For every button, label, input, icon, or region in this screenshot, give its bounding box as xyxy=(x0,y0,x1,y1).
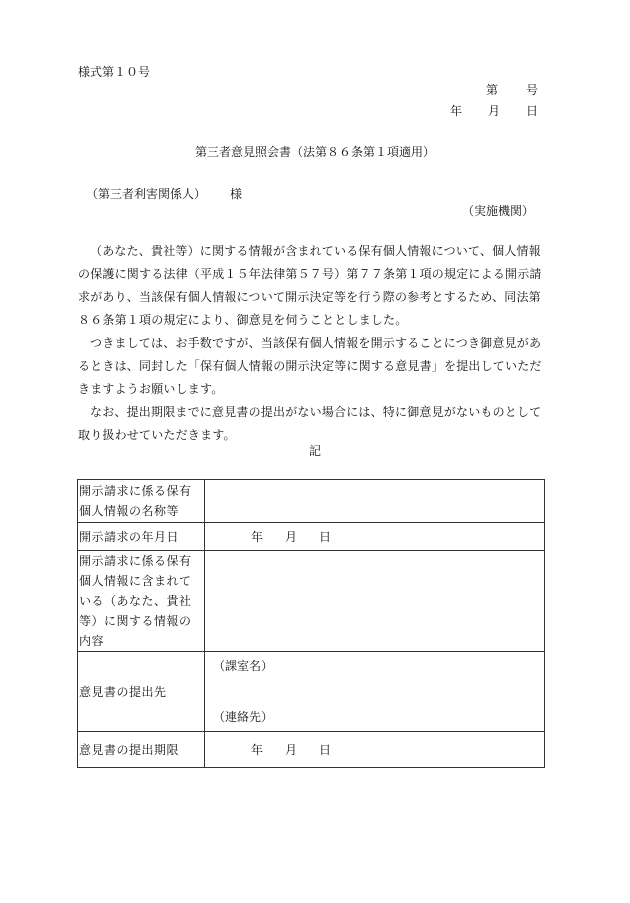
request-date-value[interactable] xyxy=(205,523,545,551)
body-paragraph-3: なお、提出期限までに意見書の提出がない場合には、特に御意見がないものとして取り扱わせていただきます。 xyxy=(78,405,542,442)
body-paragraph-1: （あなた、貴社等）に関する情報が含まれている保有個人情報について、個人情報の保護に関する法律（平成１５年法律第５７号）第７７条第１項の規定による開示請求があり、当該保有個人情報について開示決定等を行う際の参考とするため、同法第８６条第１項の規定により、御意見を伺うこととしました。 xyxy=(78,244,542,327)
request-date-label: 開示請求の年月日 xyxy=(78,523,205,551)
body-text xyxy=(78,240,550,447)
number-suffix: 号 xyxy=(525,83,538,97)
request-date-day: 日 xyxy=(319,529,332,544)
form-number: 様式第１０号 xyxy=(78,65,151,79)
submission-destination-label: 意見書の提出先 xyxy=(78,652,205,732)
issue-date xyxy=(450,103,538,119)
table-row xyxy=(78,551,545,652)
recipient-name: （第三者利害関係人） xyxy=(86,187,207,201)
implementing-agency: （実施機関） xyxy=(461,204,534,218)
info-content-value[interactable] xyxy=(205,551,545,652)
request-info-name-label: 開示請求に係る保有個人情報の名称等 xyxy=(78,480,205,523)
request-date-month: 月 xyxy=(285,529,298,544)
deadline-year: 年 xyxy=(251,742,264,757)
request-info-name-value[interactable] xyxy=(205,480,545,523)
table-row xyxy=(78,732,545,768)
submission-destination-value[interactable] xyxy=(205,652,545,732)
document-title: 第三者意見照会書（法第８６条第１項適用） xyxy=(194,145,435,159)
table-row xyxy=(78,523,545,551)
document-number xyxy=(486,82,538,98)
request-date-year: 年 xyxy=(251,529,264,544)
deadline-day: 日 xyxy=(319,742,332,757)
table-row xyxy=(78,652,545,732)
submission-deadline-label: 意見書の提出期限 xyxy=(78,732,205,768)
deadline-month: 月 xyxy=(285,742,298,757)
table-row xyxy=(78,480,545,523)
contact-label: （連絡先） xyxy=(213,710,274,724)
ki-heading: 記 xyxy=(308,444,321,458)
department-name-label: （課室名） xyxy=(213,659,274,673)
issue-year: 年 xyxy=(449,104,462,118)
recipient-honorific: 様 xyxy=(230,187,243,201)
recipient xyxy=(86,186,242,202)
details-table xyxy=(77,479,545,768)
info-content-label: 開示請求に係る保有個人情報に含まれている（あなた、貴社等）に関する情報の内容 xyxy=(78,551,205,652)
issue-day: 日 xyxy=(525,104,538,118)
issue-month: 月 xyxy=(487,104,500,118)
body-paragraph-2: つきましては、お手数ですが、当該保有個人情報を開示することにつき御意見があるときは、同封した「保有個人情報の開示決定等に関する意見書」を提出していただきますようお願いします。 xyxy=(78,336,542,396)
number-prefix: 第 xyxy=(485,83,498,97)
submission-deadline-value[interactable] xyxy=(205,732,545,768)
